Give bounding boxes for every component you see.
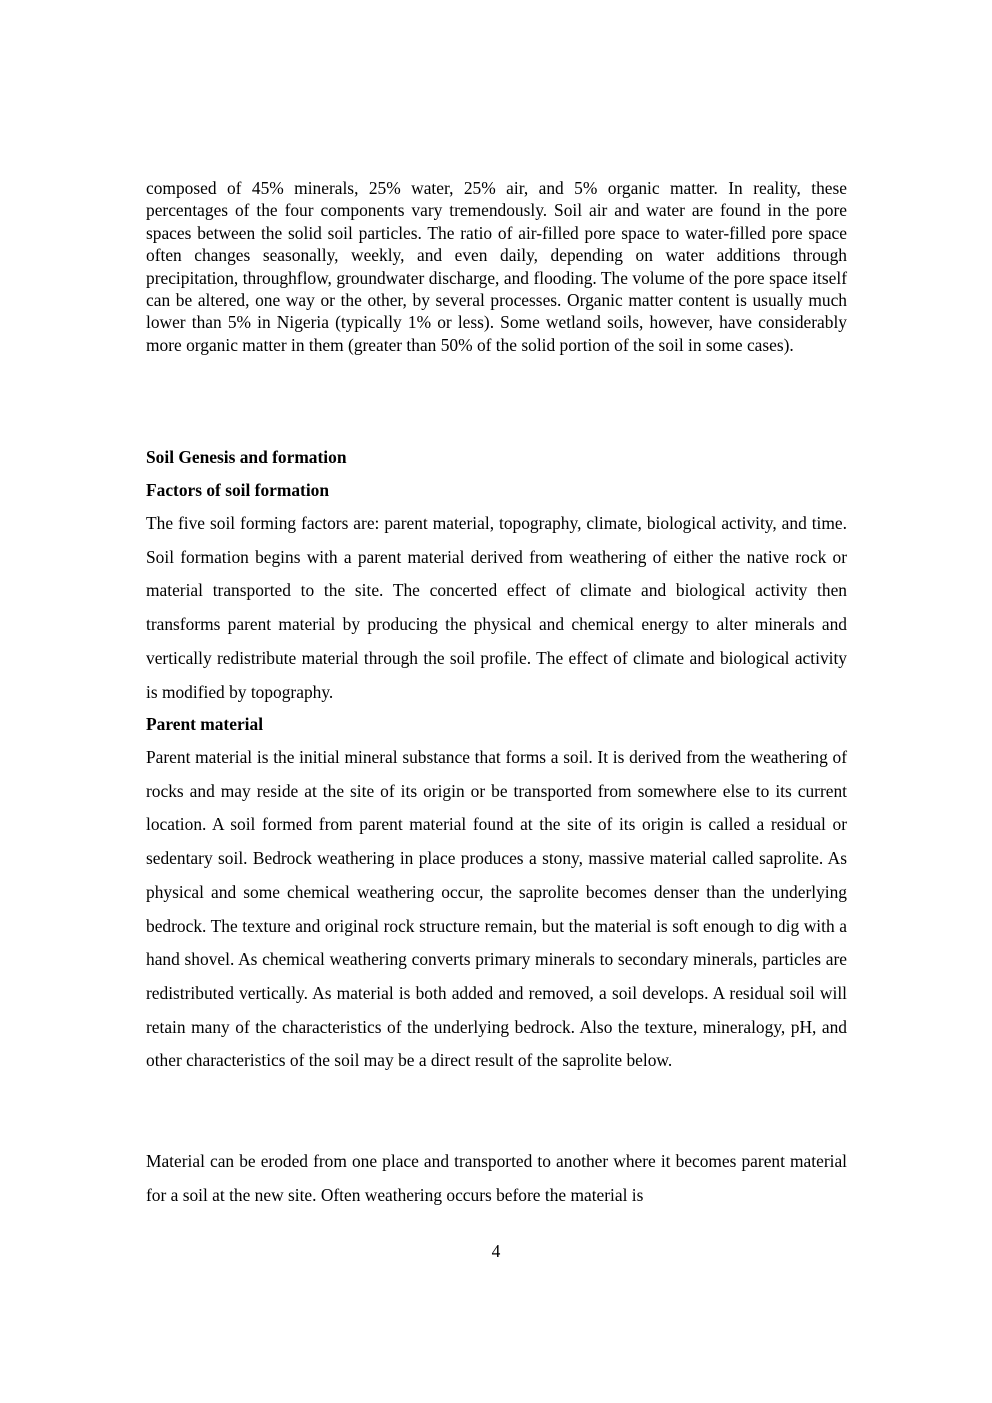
page-number: 4 [491, 1241, 501, 1261]
paragraph-soil-forming-factors: The five soil forming factors are: parent material, topography, climate, biological activity, and time. Soil formation begins with a parent material derived from weathering of either the native rock or material transported to the site. The concerted effect of climate and biological activity then transforms parent material by producing the physical and chemical energy to alter minerals and vertically redistribute material through the soil profile. The effect of climate and biological activity is modified by topography. [146, 513, 847, 702]
paragraph-transported-material: Material can be eroded from one place and transported to another where it becomes parent material for a soil at the new site. Often weathering occurs before the material is [146, 1151, 847, 1205]
paragraph-parent-material: Parent material is the initial mineral substance that forms a soil. It is derived from the weathering of rocks and may reside at the site of its origin or be transported from somewhere else to its current location. A soil formed from parent material found at the site of its origin is called a residual or sedentary soil. Bedrock weathering in place produces a stony, massive material called saprolite. As physical and some chemical weathering occur, the saprolite becomes denser than the underlying bedrock. The texture and original rock structure remain, but the material is soft enough to dig with a hand shovel. As chemical weathering converts primary minerals to secondary minerals, particles are redistributed vertically. As material is both added and removed, a soil develops. A residual soil will retain many of the characteristics of the underlying bedrock. Also the texture, mineralogy, pH, and other characteristics of the soil may be a direct result of the saprolite below. [146, 747, 847, 1071]
subheading-factors-of-soil-formation: Factors of soil formation [146, 480, 330, 500]
subheading-parent-material: Parent material [146, 714, 264, 734]
intro-paragraph: composed of 45% minerals, 25% water, 25% air, and 5% organic matter. In reality, these percentages of the four components vary tremendously. Soil air and water are found in the pore spaces between the solid soil particles. The ratio of air-filled pore space to water-filled pore space often changes seasonally, weekly, and even daily, depending on water additions through precipitation, throughflow, groundwater discharge, and flooding. The volume of the pore space itself can be altered, one way or the other, by several processes. Organic matter content is usually much lower than 5% in Nigeria (typically 1% or less). Some wetland soils, however, have considerably more organic matter in them (greater than 50% of the solid portion of the soil in some cases). [146, 178, 847, 355]
section-heading-soil-genesis: Soil Genesis and formation [146, 447, 347, 467]
